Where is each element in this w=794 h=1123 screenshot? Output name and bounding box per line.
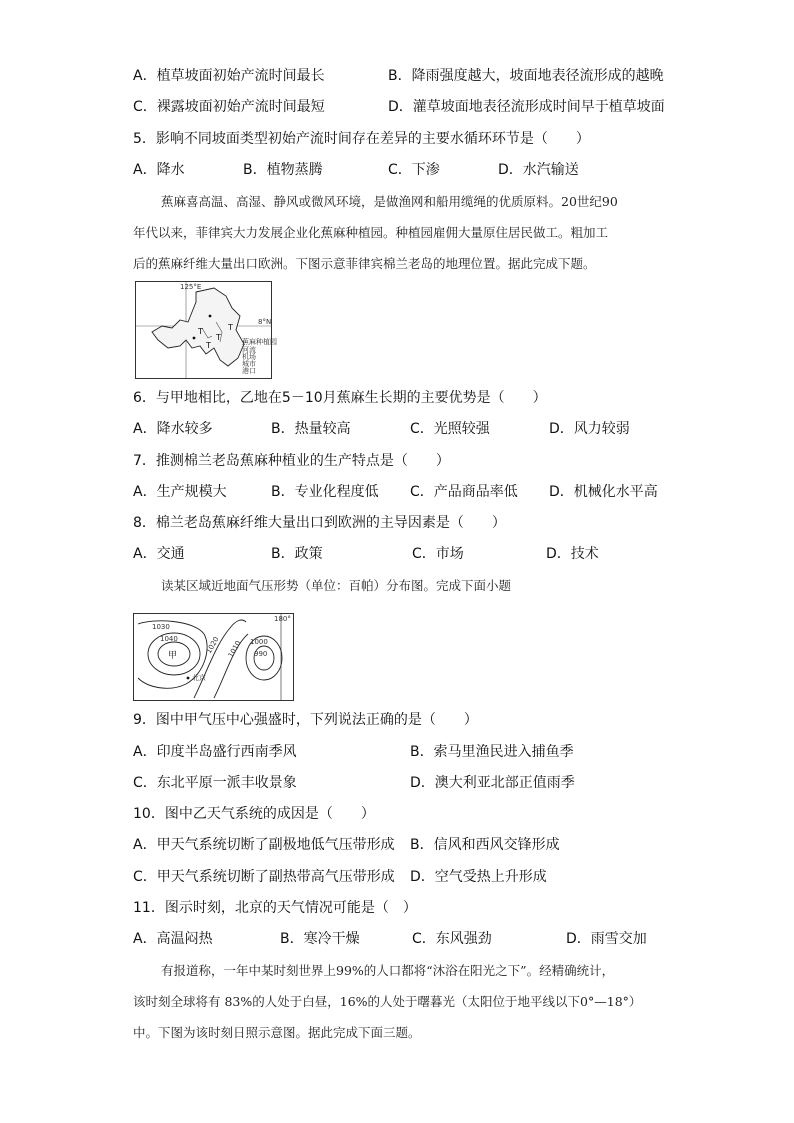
lat-8n-label: 8°N (258, 318, 272, 326)
q10-option-a: A．甲天气系统切断了副极地低气压带形成 (133, 837, 395, 853)
q8-stem: 8．棉兰老岛蕉麻纤维大量出口到欧洲的主导因素是（ ） (133, 515, 506, 531)
q11-option-c: C．东风强劲 (412, 931, 492, 947)
beijing-label: 北京 (192, 674, 206, 682)
legend-plantation: 蕉麻种植园 (242, 338, 277, 346)
city-dot (209, 315, 212, 318)
beijing-dot (187, 677, 190, 680)
isobar-label-1010: 1010 (226, 639, 243, 659)
q6-option-d: D．风力较弱 (549, 421, 630, 437)
q10-option-b: B．信风和西风交锋形成 (410, 837, 560, 853)
plantation-marker-1: T (198, 327, 203, 336)
legend-city: 城市 (242, 360, 256, 368)
passage-pressure (133, 570, 663, 601)
q7-stem: 7．推测棉兰老岛蕉麻种植业的生产特点是（ ） (133, 453, 450, 469)
q11-option-b: B．寒冷干燥 (280, 931, 360, 947)
plantation-marker-3: T (228, 323, 233, 332)
center-jia-label: 甲 (168, 651, 178, 661)
legend-port: 港口 (242, 367, 256, 375)
q10-option-d: D．空气受热上升形成 (410, 869, 547, 885)
q10-stem: 10．图中乙天气系统的成因是（ ） (133, 806, 375, 822)
isobar-label-1000: 1000 (250, 638, 268, 646)
q6-stem: 6．与甲地相比，乙地在5－10月蕉麻生长期的主要优势是（ ） (133, 390, 547, 406)
plantation-marker-4: T (206, 341, 211, 350)
map-legend (242, 337, 277, 375)
q8-option-d: D．技术 (546, 546, 599, 562)
passage-sunlight-line-1: 有报道称，一年中某时刻世界上99%的人口都将“沐浴在阳光之下”。经精确统计， (161, 963, 615, 978)
q7-option-d: D．机械化水平高 (549, 484, 658, 500)
isobar-label-1020: 1020 (204, 635, 221, 655)
q9-option-d: D．澳大利亚北部正值雨季 (410, 775, 575, 791)
q5-option-a: A．降水 (133, 162, 185, 178)
q9-option-a: A．印度半岛盛行西南季风 (133, 744, 297, 760)
meridian-label: 180° (274, 615, 291, 623)
q8-option-b: B．政策 (271, 546, 323, 562)
isobar-label-1030: 1030 (152, 623, 170, 631)
q6-option-a: A．降水较多 (133, 421, 213, 437)
q6-option-c: C．光照较强 (410, 421, 490, 437)
q11-option-d: D．雨雪交加 (566, 931, 647, 947)
plantation-marker-2: T (216, 333, 221, 342)
passage-abaca (133, 186, 663, 279)
lon-125-label: 125°E (180, 283, 202, 291)
q4-option-a: A．植草坡面初始产流时间最长 (133, 68, 325, 84)
pressure-map (133, 613, 294, 701)
q8-option-a: A．交通 (133, 546, 185, 562)
legend-airport: 机场 (242, 353, 256, 361)
q4-option-c: C．裸露坡面初始产流时间最短 (133, 99, 325, 115)
legend-river: 河流 (242, 346, 256, 354)
q5-stem: 5．影响不同坡面类型初始产流时间存在差异的主要水循环环节是（ ） (133, 131, 590, 147)
q7-option-b: B．专业化程度低 (271, 484, 379, 500)
isobar-label-990: 990 (254, 650, 268, 658)
q7-option-a: A．生产规模大 (133, 484, 227, 500)
mindanao-map (135, 281, 277, 379)
passage-abaca-line-3: 后的蕉麻纤维大量出口欧洲。下图示意菲律宾棉兰老岛的地理位置。据此完成下题。 (133, 256, 596, 271)
passage-sunlight (133, 955, 663, 1048)
q4-option-b: B．降雨强度越大，坡面地表径流形成的越晚 (388, 68, 664, 84)
passage-sunlight-line-2: 该时刻全球将有 83%的人处于白昼，16%的人处于曙暮光（太阳位于地平线以下0°—18°） (133, 994, 642, 1009)
q7-option-c: C．产品商品率低 (410, 484, 518, 500)
q9-option-c: C．东北平原一派丰收景象 (133, 775, 297, 791)
q5-option-c: C．下渗 (388, 162, 440, 178)
q10-option-c: C．甲天气系统切断了副热带高气压带形成 (133, 869, 395, 885)
q9-option-b: B．索马里渔民进入捕鱼季 (410, 744, 574, 760)
passage-sunlight-line-3: 中。下图为该时刻日照示意图。据此完成下面三题。 (133, 1025, 421, 1040)
q6-option-b: B．热量较高 (271, 421, 351, 437)
q11-option-a: A．高温闷热 (133, 931, 213, 947)
q5-option-d: D．水汽输送 (498, 162, 579, 178)
q9-stem: 9．图中甲气压中心强盛时，下列说法正确的是（ ） (133, 712, 478, 728)
q4-option-d: D．灌草坡面地表径流形成时间早于植草坡面 (388, 99, 665, 115)
q11-stem: 11．图示时刻，北京的天气情况可能是（ ） (133, 900, 417, 916)
passage-abaca-line-2: 年代以来，菲律宾大力发展企业化蕉麻种植园。种植园雇佣大量原住居民做工。粗加工 (133, 225, 609, 240)
isobar-label-1040: 1040 (160, 635, 178, 643)
q8-option-c: C．市场 (412, 546, 464, 562)
passage-pressure-line: 读某区域近地面气压形势（单位：百帕）分布图。完成下面小题 (161, 578, 512, 593)
q5-option-b: B．植物蒸腾 (243, 162, 323, 178)
passage-abaca-line-1: 蕉麻喜高温、高湿、静风或微风环境，是做渔网和船用缆绳的优质原料。20世纪90 (161, 194, 618, 209)
city-dot-2 (193, 337, 196, 340)
